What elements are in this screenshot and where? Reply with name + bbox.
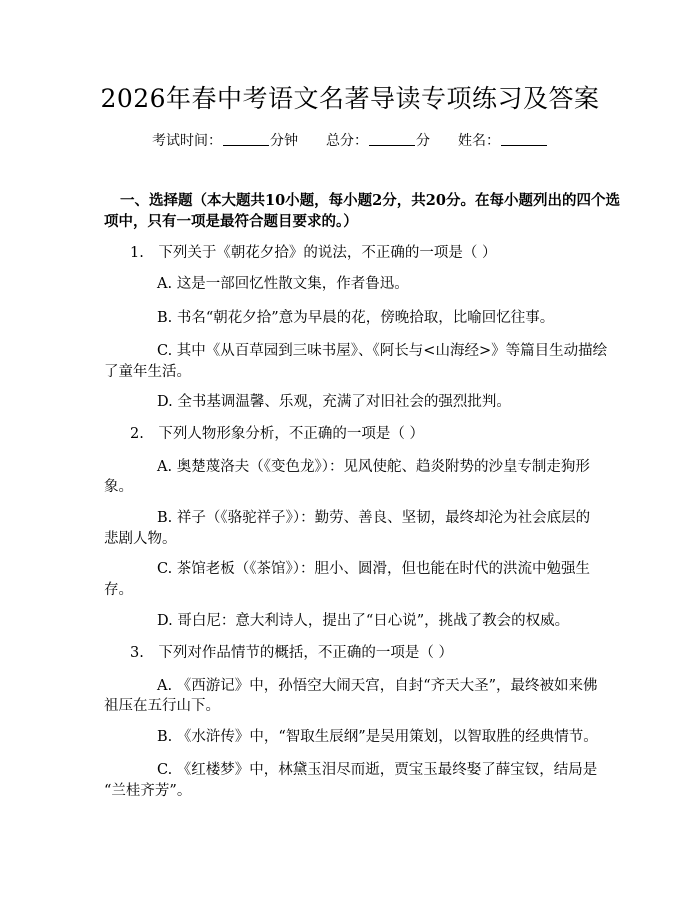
question-2-option-a: A. 奥楚蔑洛夫（《变色龙》）：见风使舵、趋炎附势的沙皇专制走狗形	[157, 459, 590, 475]
question-1-option-d: D. 全书基调温馨、乐观，充满了对旧社会的强烈批判。	[157, 394, 511, 410]
question-1-option-c: C. 其中《从百草园到三味书屋》、《阿长与<山海经>》等篇目生动描绘	[157, 343, 608, 359]
section-heading-line-1: 一、选择题（本大题共10小题，每小题2分，共20分。在每小题列出的四个选	[120, 192, 620, 209]
section-heading-line-2: 项中，只有一项是最符合题目要求的。）	[104, 213, 358, 230]
question-3-option-b: B. 《水浒传》中，“智取生辰纲”是吴用策划，以智取胜的经典情节。	[157, 729, 598, 745]
question-1-option-c-cont: 了童年生活。	[104, 364, 191, 380]
score-label: 总分：	[326, 133, 368, 149]
time-blank	[223, 131, 269, 146]
question-2-option-c-cont: 存。	[104, 582, 133, 598]
time-label: 考试时间：	[152, 133, 222, 149]
question-1-stem: 1. 下列关于《朝花夕拾》的说法，不正确的一项是（ ）	[130, 245, 497, 261]
question-1-option-a: A. 这是一部回忆性散文集，作者鲁迅。	[157, 276, 409, 292]
name-blank	[501, 131, 547, 146]
question-3-option-a-cont: 祖压在五行山下。	[104, 698, 220, 714]
question-3-stem: 3. 下列对作品情节的概括，不正确的一项是（ ）	[130, 645, 453, 661]
question-2-option-a-cont: 象。	[104, 479, 133, 495]
question-2-option-b-cont: 悲剧人物。	[104, 531, 177, 547]
score-unit: 分	[416, 133, 430, 149]
question-2-stem: 2. 下列人物形象分析，不正确的一项是（ ）	[130, 426, 424, 442]
time-unit: 分钟	[270, 133, 298, 149]
page-title: 2026年春中考语文名著导读专项练习及答案	[100, 84, 600, 113]
question-1-option-b: B. 书名“朝花夕拾”意为早晨的花，傍晚拾取，比喻回忆往事。	[157, 310, 555, 326]
question-3-option-a: A. 《西游记》中，孙悟空大闹天宫，自封“齐天大圣”，最终被如来佛	[157, 678, 598, 694]
name-label: 姓名：	[458, 133, 500, 149]
question-2-option-d: D. 哥白尼：意大利诗人，提出了“日心说”，挑战了教会的权威。	[157, 613, 570, 629]
score-blank	[369, 131, 415, 146]
question-3-option-c: C. 《红楼梦》中，林黛玉泪尽而逝，贾宝玉最终娶了薛宝钗，结局是	[157, 762, 598, 778]
question-3-option-c-cont: “兰桂齐芳”。	[104, 783, 192, 799]
question-2-option-c: C. 茶馆老板（《茶馆》）：胆小、圆滑，但也能在时代的洪流中勉强生	[157, 561, 591, 577]
exam-info-line	[0, 131, 700, 151]
question-2-option-b: B. 祥子（《骆驼祥子》）：勤劳、善良、坚韧，最终却沦为社会底层的	[157, 510, 591, 526]
